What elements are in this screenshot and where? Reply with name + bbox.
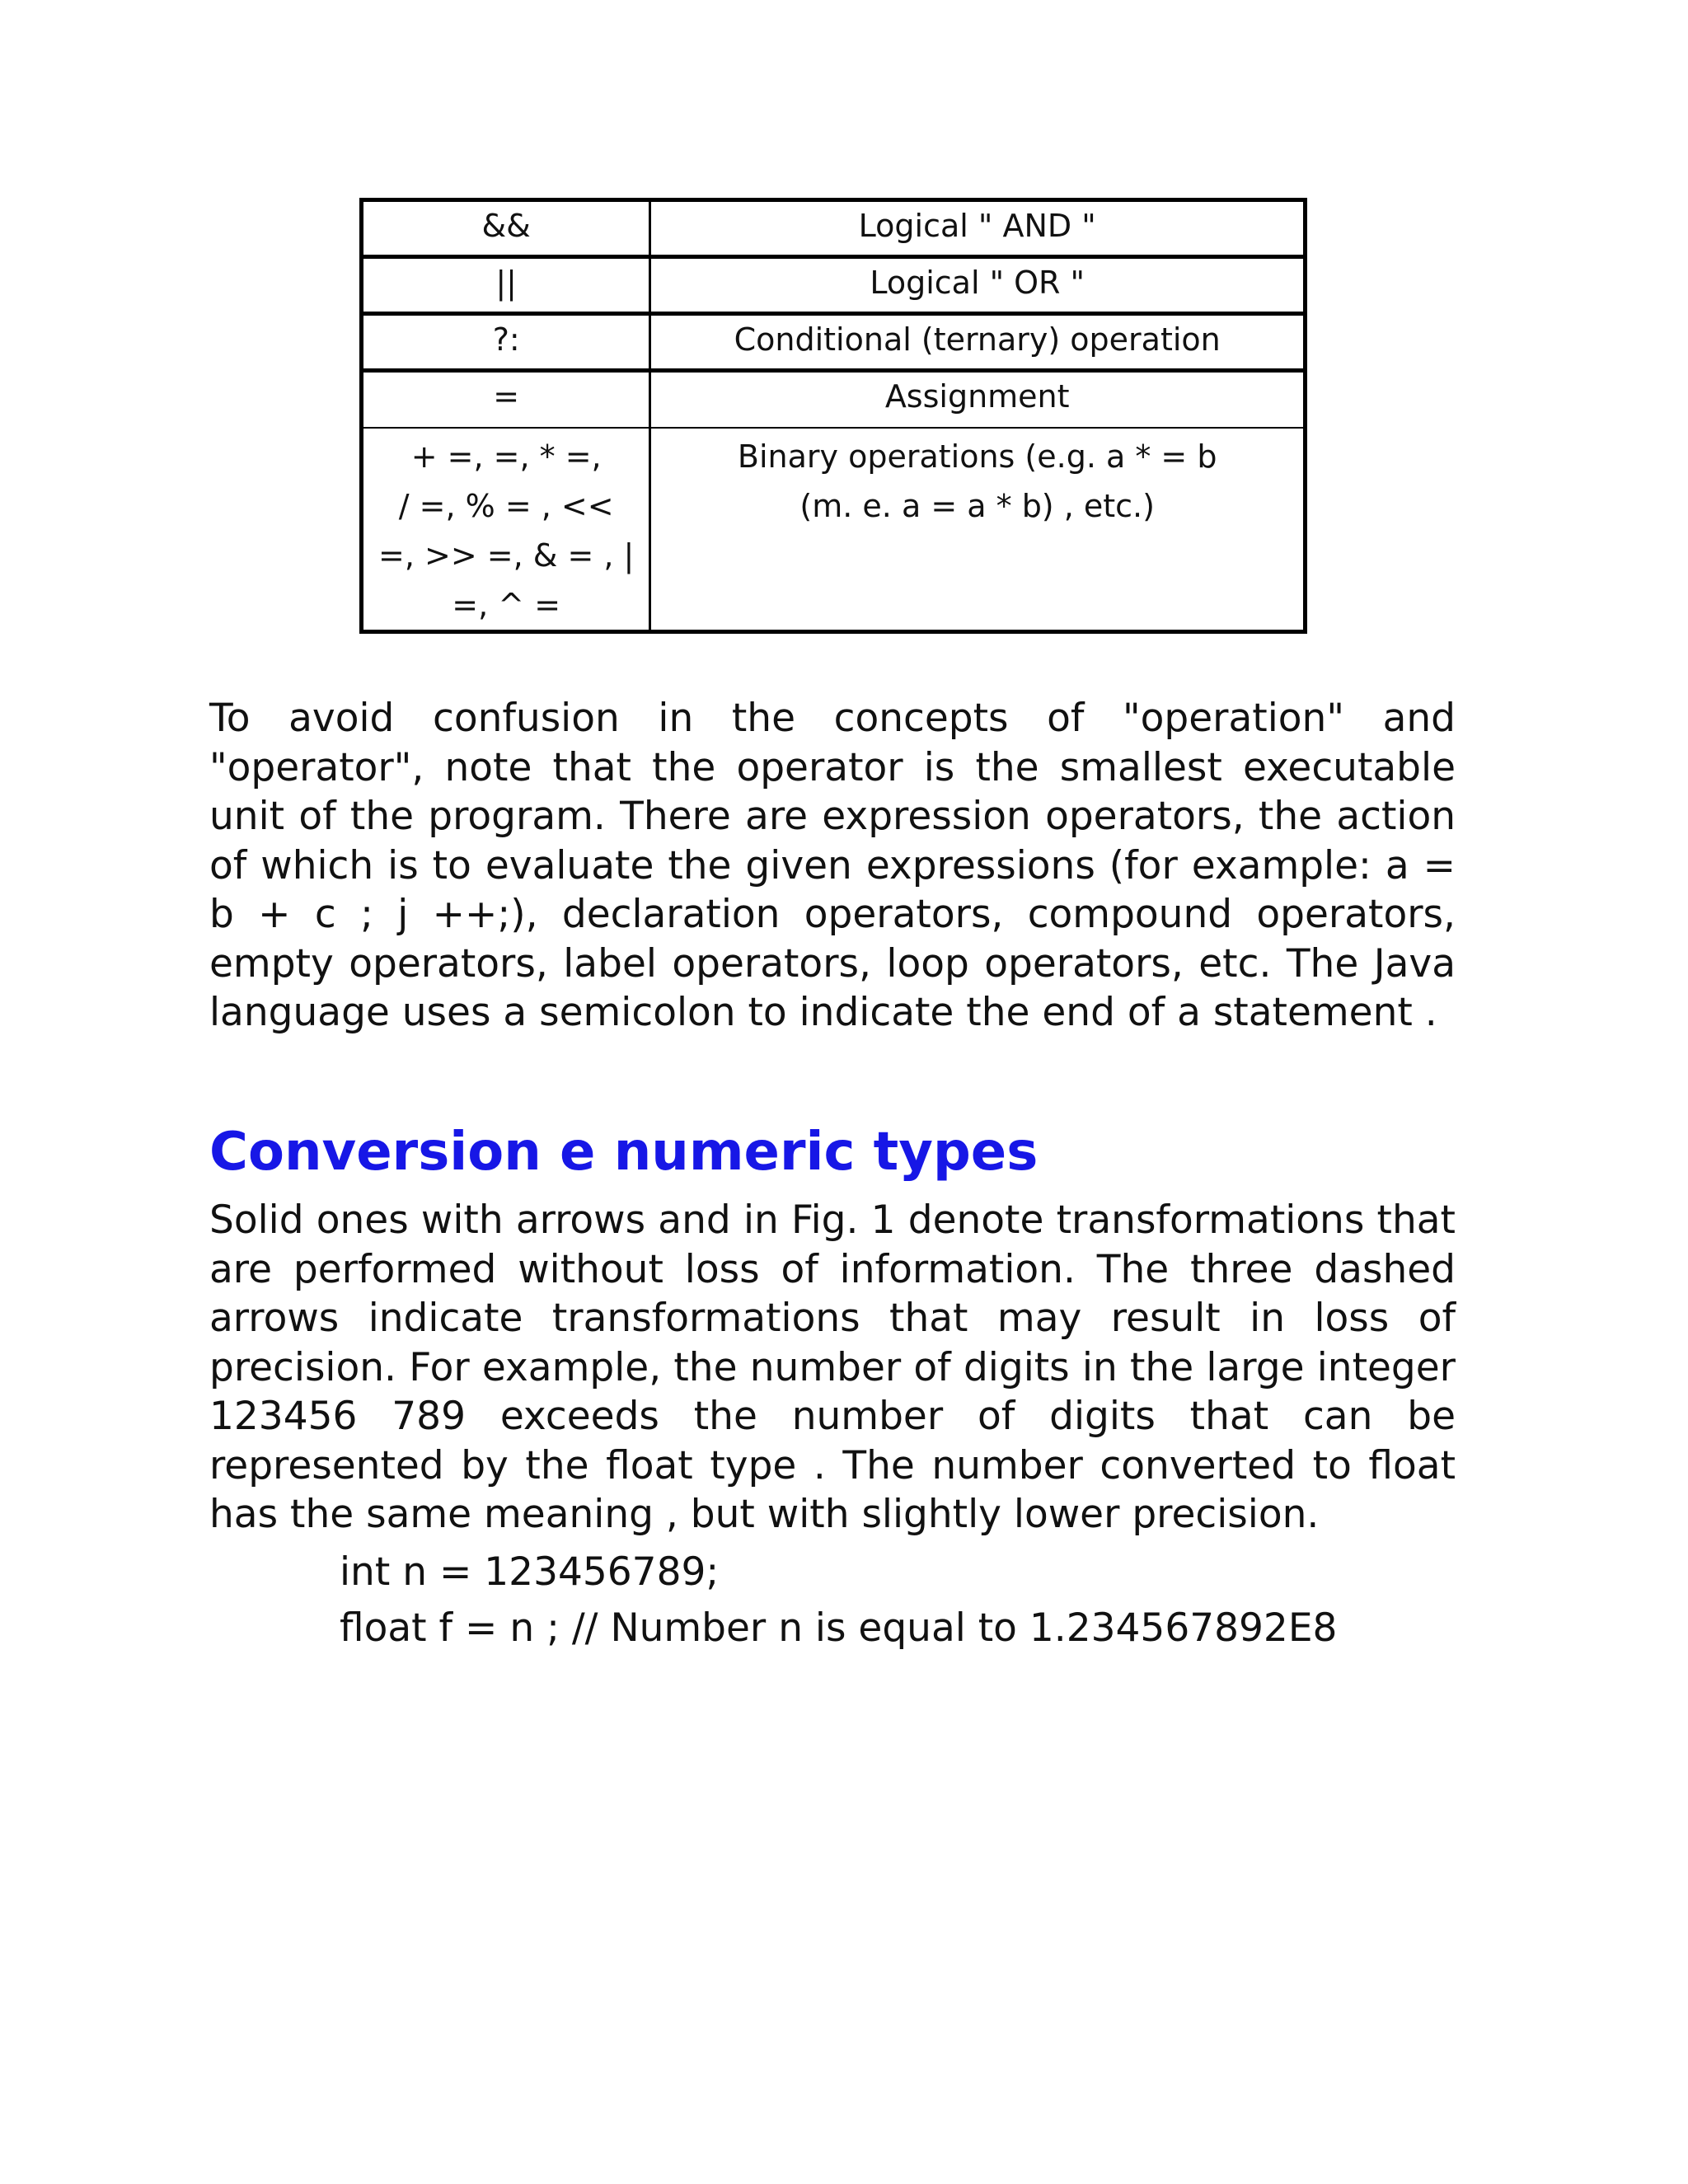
section-heading: Conversion e numeric types — [209, 1122, 1039, 1183]
operator-cell: = — [362, 371, 650, 429]
code-example — [340, 1544, 1337, 1657]
description-cell: Binary operations (e.g. a * = b (m. e. a = a * b) , etc.) — [650, 428, 1306, 632]
description-cell: Assignment — [650, 371, 1306, 429]
operator-table — [359, 198, 1307, 634]
operator-cell: || — [362, 257, 650, 314]
description-cell: Logical " AND " — [650, 200, 1306, 257]
description-cell: Conditional (ternary) operation — [650, 314, 1306, 371]
code-line: float f = n ; // Number n is equal to 1.234567892E8 — [340, 1605, 1338, 1651]
description-cell: Logical " OR " — [650, 257, 1306, 314]
operator-cell: ?: — [362, 314, 650, 371]
code-line: int n = 123456789; — [340, 1549, 720, 1595]
body-paragraph: Solid ones with arrows and in Fig. 1 denote transformations that are performed without loss of information. The three dashed arrows indicate transformations that may result in loss of precision. For example, the number of digits in the large integer 123456 789 exceeds the number of digits that can be represented by the float type . The number converted to float has the same meaning , but with slightly lower precision. — [209, 1197, 1456, 1537]
table-row — [362, 314, 1306, 371]
operator-cell: && — [362, 200, 650, 257]
table-row — [362, 257, 1306, 314]
table-row — [362, 371, 1306, 429]
body-paragraph: To avoid confusion in the concepts of "operation" and "operator", note that the operator is the smallest executable unit of the program. There are expression operators, the action of which is to evaluate the given expressions (for example: a = b + c ; j ++;), declaration operators, compound operators, empty operators, label operators, loop operators, etc. The Java language uses a semicolon to indicate the end of a statement . — [209, 696, 1456, 1035]
table-row — [362, 200, 1306, 257]
table-row — [362, 428, 1306, 632]
operator-cell: + =, =, * =, / =, % = , << =, >> =, & = , | =, ^ = — [362, 428, 650, 632]
